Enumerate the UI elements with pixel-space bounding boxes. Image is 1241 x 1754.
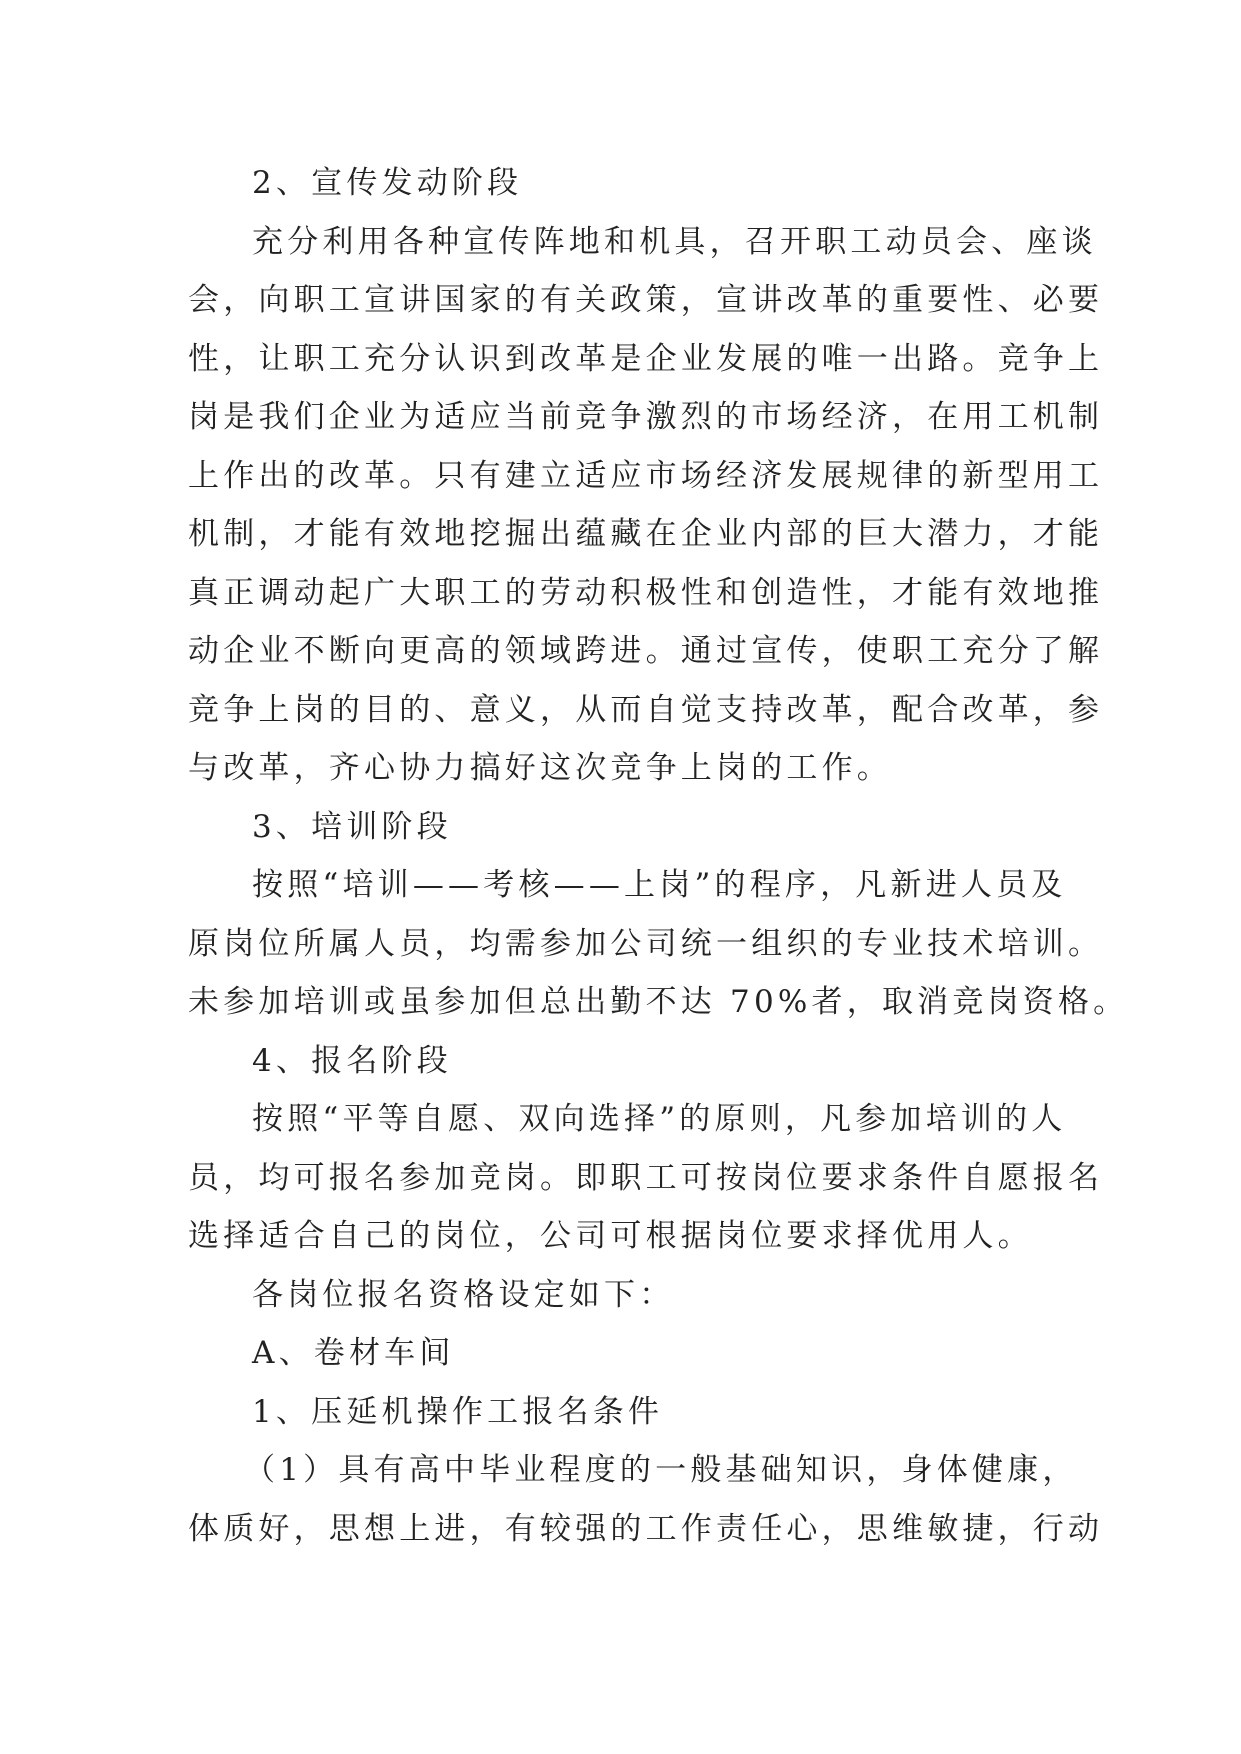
paragraph-line: 选择适合自己的岗位，公司可根据岗位要求择优用人。 [188,1218,1033,1254]
paragraph-line: 充分利用各种宣传阵地和机具，召开职工动员会、座谈 [252,223,1097,260]
paragraph-line: 原岗位所属人员，均需参加公司统一组织的专业技术培训。 [188,925,1104,962]
paragraph-line: 各岗位报名资格设定如下： [252,1276,675,1313]
section-heading-publicity: 2、宣传发动阶段 [252,165,523,201]
paragraph-line: 竞争上岗的目的、意义，从而自觉支持改革，配合改革，参 [188,691,1104,728]
paragraph-line: 会，向职工宣讲国家的有关政策，宣讲改革的重要性、必要 [188,282,1104,318]
paragraph-line: 员，均可报名参加竞岗。即职工可按岗位要求条件自愿报名 [188,1159,1104,1196]
paragraph-line: 动企业不断向更高的领域跨进。通过宣传，使职工充分了解 [188,633,1104,669]
paragraph-line: 与改革，齐心协力搞好这次竞争上岗的工作。 [188,750,892,786]
paragraph-line: 按照“培训——考核——上岗”的程序，凡新进人员及 [252,867,1067,903]
paragraph-line: 上作出的改革。只有建立适应市场经济发展规律的新型用工 [188,457,1104,494]
paragraph-line: 机制，才能有效地挖掘出蕴藏在企业内部的巨大潜力，才能 [188,516,1104,552]
paragraph-line: 按照“平等自愿、双向选择”的原则，凡参加培训的人 [252,1101,1067,1137]
paragraph-line: 未参加培训或虽参加但总出勤不达 70%者，取消竞岗资格。 [188,984,1129,1020]
section-heading-training: 3、培训阶段 [252,808,452,845]
subsection-heading-workshop: A、卷材车间 [252,1335,455,1371]
section-heading-registration: 4、报名阶段 [252,1042,452,1079]
document-body [188,154,1129,1558]
paragraph-line: 真正调动起广大职工的劳动积极性和创造性，才能有效地推 [188,574,1104,611]
subsection-heading-job: 1、压延机操作工报名条件 [252,1393,664,1430]
paragraph-line: 岗是我们企业为适应当前竞争激烈的市场经济，在用工机制 [188,399,1104,435]
paragraph-line: 体质好，思想上进，有较强的工作责任心，思维敏捷，行动 [188,1510,1104,1547]
paragraph-line: 性，让职工充分认识到改革是企业发展的唯一出路。竞争上 [188,340,1104,377]
list-item-condition: （1）具有高中毕业程度的一般基础知识，身体健康， [244,1452,1078,1488]
